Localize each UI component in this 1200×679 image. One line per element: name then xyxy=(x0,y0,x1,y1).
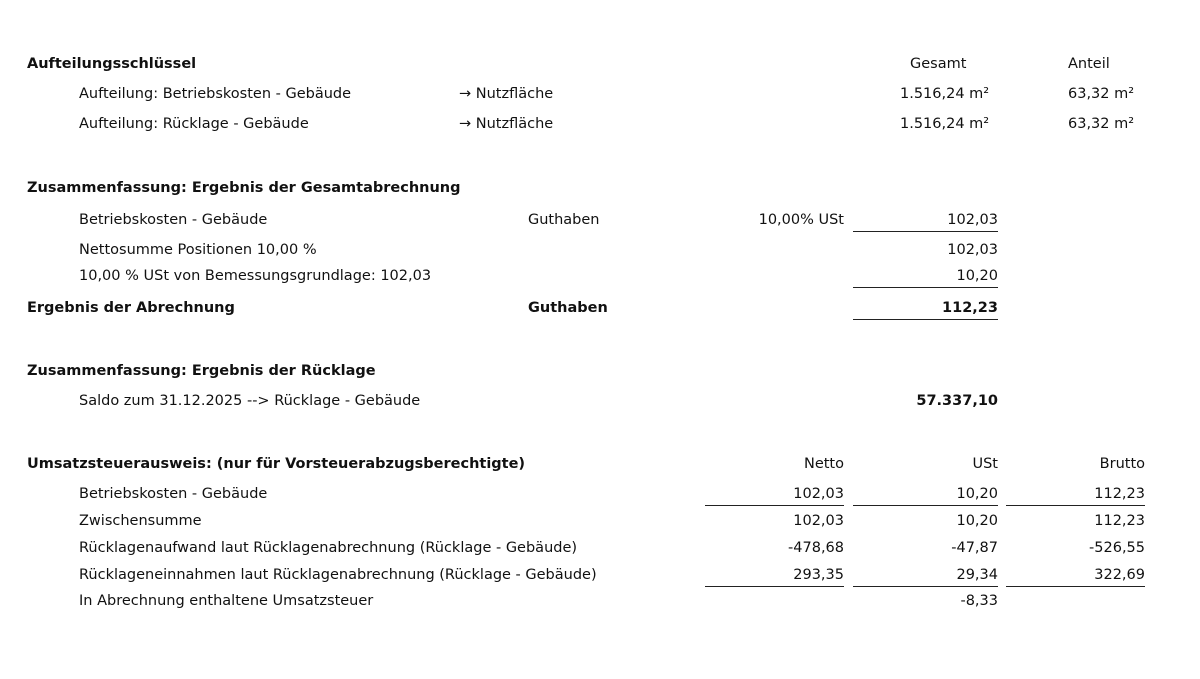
gesamt-row-value: 10,20 xyxy=(956,268,998,284)
col-header-ust: USt xyxy=(972,456,998,472)
gesamt-row-label: Betriebskosten - Gebäude xyxy=(79,212,268,228)
section-title-gesamtabrechnung: Zusammenfassung: Ergebnis der Gesamtabrechnung xyxy=(27,180,461,196)
aufteilung-row-key: → Nutzfläche xyxy=(459,116,554,132)
underline-rule xyxy=(1006,505,1145,506)
section-title-aufteilung: Aufteilungsschlüssel xyxy=(27,56,197,72)
underline-rule xyxy=(705,586,844,587)
ust-row-netto: 293,35 xyxy=(793,567,844,583)
col-header-gesamt: Gesamt xyxy=(910,56,967,72)
result-label: Ergebnis der Abrechnung xyxy=(27,300,235,316)
aufteilung-row-key: → Nutzfläche xyxy=(459,86,554,102)
result-status: Guthaben xyxy=(528,300,608,316)
underline-rule xyxy=(705,505,844,506)
underline-rule xyxy=(853,319,998,320)
ust-row-ust: 10,20 xyxy=(956,513,998,529)
ust-row-netto: 102,03 xyxy=(793,486,844,502)
col-header-brutto: Brutto xyxy=(1099,456,1145,472)
ust-row-ust: -8,33 xyxy=(960,593,998,609)
ust-row-brutto: 112,23 xyxy=(1094,486,1145,502)
ust-row-ust: 29,34 xyxy=(956,567,998,583)
col-header-anteil: Anteil xyxy=(1068,56,1110,72)
section-title-ust: Umsatzsteuerausweis: (nur für Vorsteuerabzugsberechtigte) xyxy=(27,456,526,472)
underline-rule xyxy=(853,231,998,232)
underline-rule xyxy=(853,287,998,288)
gesamt-row-tax: 10,00% USt xyxy=(758,212,844,228)
underline-rule xyxy=(1006,586,1145,587)
col-header-netto: Netto xyxy=(803,456,844,472)
ust-row-label: Betriebskosten - Gebäude xyxy=(79,486,268,502)
section-title-ruecklage: Zusammenfassung: Ergebnis der Rücklage xyxy=(27,363,376,379)
ust-row-brutto: -526,55 xyxy=(1089,540,1145,556)
ust-row-netto: -478,68 xyxy=(788,540,844,556)
ust-row-ust: -47,87 xyxy=(951,540,998,556)
underline-rule xyxy=(853,505,998,506)
ust-row-label: In Abrechnung enthaltene Umsatzsteuer xyxy=(79,593,374,609)
gesamt-row-value: 102,03 xyxy=(947,242,998,258)
gesamt-row-value: 102,03 xyxy=(947,212,998,228)
result-value: 112,23 xyxy=(942,300,998,316)
ust-row-brutto: 322,69 xyxy=(1094,567,1145,583)
ust-row-label: Rücklagenaufwand laut Rücklagenabrechnung (Rücklage - Gebäude) xyxy=(79,540,578,556)
aufteilung-row-gesamt: 1.516,24 m² xyxy=(900,116,990,132)
aufteilung-row-label: Aufteilung: Betriebskosten - Gebäude xyxy=(79,86,352,102)
gesamt-row-label: Nettosumme Positionen 10,00 % xyxy=(79,242,317,258)
aufteilung-row-label: Aufteilung: Rücklage - Gebäude xyxy=(79,116,309,132)
ust-row-ust: 10,20 xyxy=(956,486,998,502)
ust-row-brutto: 112,23 xyxy=(1094,513,1145,529)
underline-rule xyxy=(853,586,998,587)
gesamt-row-status: Guthaben xyxy=(528,212,600,228)
aufteilung-row-gesamt: 1.516,24 m² xyxy=(900,86,990,102)
ust-row-netto: 102,03 xyxy=(793,513,844,529)
aufteilung-row-anteil: 63,32 m² xyxy=(1068,116,1135,132)
ruecklage-row-value: 57.337,10 xyxy=(916,393,998,409)
ruecklage-row-label: Saldo zum 31.12.2025 --> Rücklage - Gebäude xyxy=(79,393,421,409)
ust-row-label: Zwischensumme xyxy=(79,513,202,529)
aufteilung-row-anteil: 63,32 m² xyxy=(1068,86,1135,102)
gesamt-row-label: 10,00 % USt von Bemessungsgrundlage: 102,03 xyxy=(79,268,432,284)
ust-row-label: Rücklageneinnahmen laut Rücklagenabrechnung (Rücklage - Gebäude) xyxy=(79,567,597,583)
